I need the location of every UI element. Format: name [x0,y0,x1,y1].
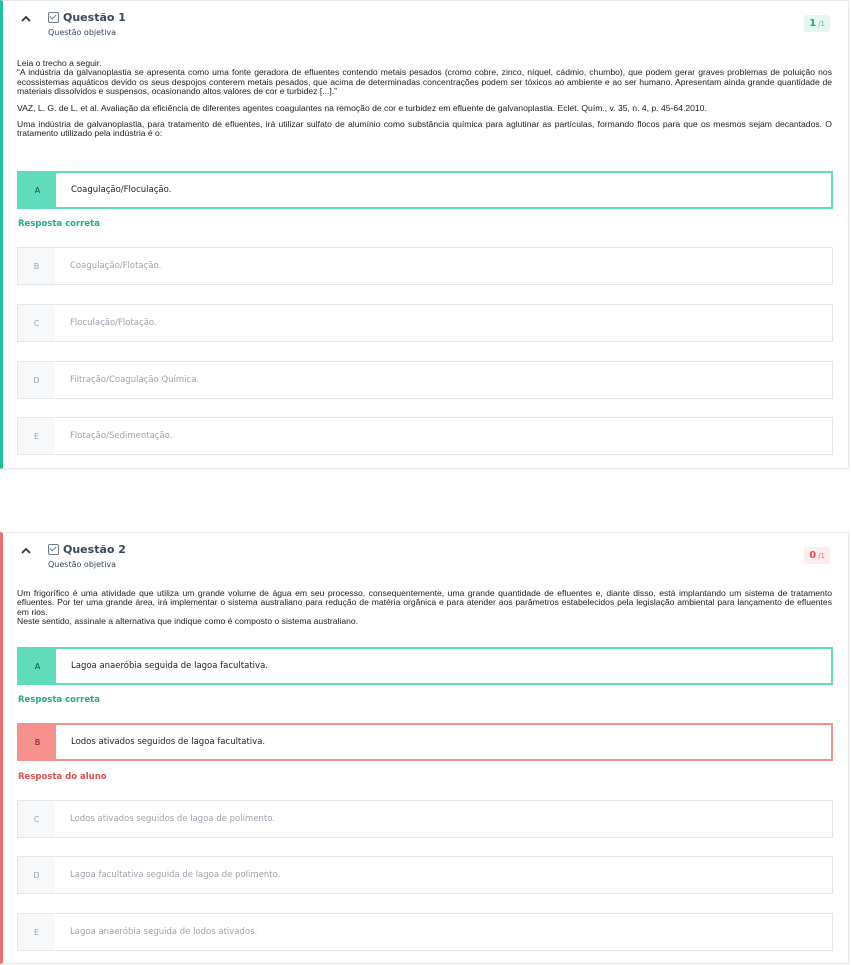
question-header[interactable] [3,533,848,577]
option-e[interactable]: E Lagoa anaeróbia seguida de lodos ativados. [17,913,833,951]
question-type: Questão objetiva [48,560,117,569]
option-b[interactable]: B Coagulação/Flotação. [17,247,833,285]
checkbox-icon [48,12,59,23]
question-statement: Um frigorífico é uma atividade que utiliza um grande volume de água em seu processo, consequentemente, uma grande quantidade de efluentes e, diante disso, está implantando um sistema de tratamento efluentes. Por ter uma grande área, irá implementar o sistema australiano para redução de matéria orgânica e para atender aos parâmetros estabelecidos pela legislação ambiental para lançamento de efluentes em rios. Neste sentido, assinale a alternativa que indique como é composto o sistema australiano. [17,588,832,627]
correct-answer-label: Resposta correta [18,695,100,705]
question-statement: Leia o trecho a seguir. “A indústria da galvanoplastia se apresenta como uma fonte geradora de efluentes contendo metais pesados (cromo cobre, zinco, níquel, cádmio, chumbo), que podem gerar graves problemas de poluição nos ecossistemas aquáticos devido os seus despojos conterem metais pesados, que acima de determinadas concentrações podem ser tóxicos ao ambiente e ao ser humano. Apresentam ainda grande quantidade de materiais dissolvidos e suspensos, ocasionando altos valores de cor e turbidez [...].” VAZ, L. G. de L. et al. Avaliação da eficiência de diferentes agentes coagulantes na remoção de cor e turbidez em efluente de galvanoplastia. Eclet. Quím., v. 35, n. 4, p. 45-64.2010. Uma indústria de galvanoplastia, para tratamento de efluentes, irá utilizar sulfato de alumínio como substância química para aglutinar as partículas, formando flocos para que os mesmos sejam decantados. O tratamento utilizado pela indústria é o: [17,58,832,139]
option-a[interactable]: A Lagoa anaeróbia seguida de lagoa facultativa. [17,647,833,685]
correct-answer-label: Resposta correta [18,219,100,229]
option-a[interactable]: A Coagulação/Floculação. [17,171,833,209]
chevron-up-icon[interactable] [20,545,32,557]
student-answer-label: Resposta do aluno [18,772,107,782]
question-header[interactable] [3,1,848,45]
question-card-2 [0,532,849,964]
option-e[interactable]: E Flotação/Sedimentação. [17,417,833,455]
checkbox-icon [48,544,59,555]
option-d[interactable]: D Lagoa facultativa seguida de lagoa de polimento. [17,856,833,894]
option-b[interactable]: B Lodos ativados seguidos de lagoa facultativa. [17,723,833,761]
question-type: Questão objetiva [48,28,117,37]
option-c[interactable]: C Lodos ativados seguidos de lagoa de polimento. [17,800,833,838]
question-card-1 [0,0,849,469]
score-badge: 0 /1 [804,547,830,564]
option-d[interactable]: D Filtração/Coagulação Química. [17,361,833,399]
question-title: Questão 1 [48,11,126,24]
option-c[interactable]: C Floculação/Flotação. [17,304,833,342]
chevron-up-icon[interactable] [20,13,32,25]
score-badge: 1 /1 [804,15,830,32]
question-title: Questão 2 [48,543,126,556]
